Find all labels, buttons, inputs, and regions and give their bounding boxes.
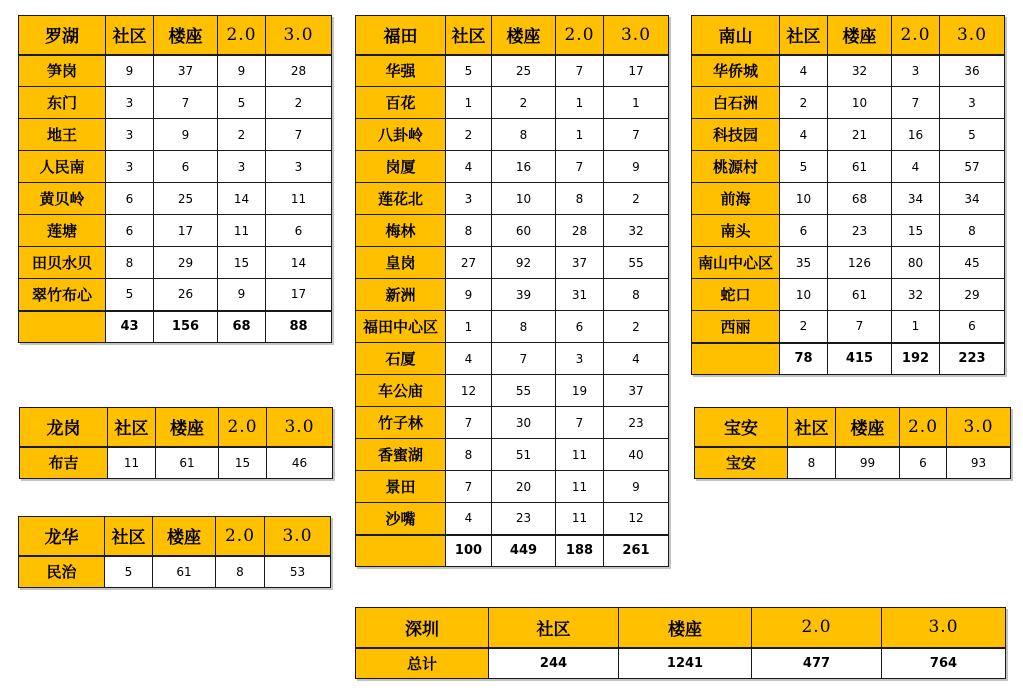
v3-count: 37	[604, 375, 669, 407]
community-count: 1	[446, 311, 492, 343]
building-count: 10	[492, 183, 556, 215]
building-count: 39	[492, 279, 556, 311]
community-count: 2	[446, 119, 492, 151]
col-header-community: 社区	[780, 16, 828, 55]
v3-count: 53	[265, 556, 331, 588]
v2-count: 11	[556, 471, 604, 503]
table-row	[692, 247, 1005, 279]
col-header-v3: 3.0	[604, 16, 669, 55]
community-name: 莲塘	[19, 215, 106, 247]
community-name: 宝安	[695, 447, 788, 479]
community-name: 人民南	[19, 151, 106, 183]
col-header-building: 楼座	[156, 408, 219, 447]
v3-count: 57	[940, 151, 1005, 183]
v2-count: 1	[556, 87, 604, 119]
community-count: 4	[446, 503, 492, 535]
table-row	[356, 55, 669, 87]
community-name: 黄贝岭	[19, 183, 106, 215]
v3-count: 7	[266, 119, 332, 151]
building-count: 55	[492, 375, 556, 407]
community-count: 9	[446, 279, 492, 311]
building-count: 51	[492, 439, 556, 471]
v2-count: 6	[556, 311, 604, 343]
community-name: 地王	[19, 119, 106, 151]
col-header-community: 社区	[788, 408, 836, 447]
v3-count: 8	[940, 215, 1005, 247]
community-count: 3	[446, 183, 492, 215]
table-row	[356, 375, 669, 407]
subtotal-v3-count: 223	[940, 343, 1005, 375]
community-name: 皇岗	[356, 247, 446, 279]
table-row	[356, 279, 669, 311]
building-count: 6	[154, 151, 218, 183]
v2-count: 6	[900, 447, 947, 479]
building-count: 7	[828, 311, 892, 343]
col-header-community: 社区	[105, 517, 153, 556]
community-count: 8	[446, 439, 492, 471]
v2-count: 15	[892, 215, 940, 247]
table-row	[692, 215, 1005, 247]
subtotal-community-count: 43	[106, 311, 154, 343]
community-name: 八卦岭	[356, 119, 446, 151]
community-count: 2	[780, 87, 828, 119]
table-row	[692, 119, 1005, 151]
subtotal-label-cell	[19, 311, 106, 343]
community-name: 福田中心区	[356, 311, 446, 343]
community-name: 百花	[356, 87, 446, 119]
building-count: 8	[492, 119, 556, 151]
col-header-community: 社区	[106, 16, 154, 55]
v2-count: 3	[218, 151, 266, 183]
community-count: 1	[446, 87, 492, 119]
community-name: 白石洲	[692, 87, 780, 119]
district-table-luohu	[18, 15, 332, 343]
col-header-v2: 2.0	[752, 608, 882, 648]
v2-count: 80	[892, 247, 940, 279]
building-count: 25	[492, 55, 556, 87]
building-count: 2	[492, 87, 556, 119]
v2-count: 2	[218, 119, 266, 151]
community-count: 3	[106, 119, 154, 151]
subtotal-label-cell	[692, 343, 780, 375]
building-count: 7	[154, 87, 218, 119]
v3-count: 28	[266, 55, 332, 87]
district-name-shenzhen: 深圳	[356, 608, 489, 648]
table-row	[20, 447, 333, 479]
community-name: 布吉	[20, 447, 108, 479]
community-count: 6	[106, 215, 154, 247]
community-count: 3	[106, 151, 154, 183]
col-header-v3: 3.0	[265, 517, 331, 556]
table-row	[19, 183, 332, 215]
community-count: 3	[106, 87, 154, 119]
building-count: 99	[836, 447, 900, 479]
shenzhen-total-table	[355, 607, 1006, 679]
district-name-nanshan: 南山	[692, 16, 780, 55]
building-count: 23	[828, 215, 892, 247]
table-row	[19, 151, 332, 183]
table-row	[19, 247, 332, 279]
col-header-building: 楼座	[619, 608, 752, 648]
v2-count: 7	[556, 55, 604, 87]
table-row	[356, 183, 669, 215]
v2-count: 8	[556, 183, 604, 215]
building-count: 20	[492, 471, 556, 503]
header-row	[20, 408, 333, 447]
header-row	[356, 16, 669, 55]
community-count: 9	[106, 55, 154, 87]
col-header-building: 楼座	[153, 517, 216, 556]
v2-count: 14	[218, 183, 266, 215]
community-count: 7	[446, 471, 492, 503]
building-count: 30	[492, 407, 556, 439]
v2-count: 19	[556, 375, 604, 407]
subtotal-community-count: 78	[780, 343, 828, 375]
community-name: 东门	[19, 87, 106, 119]
subtotal-building-count: 415	[828, 343, 892, 375]
district-name-longgang: 龙岗	[20, 408, 108, 447]
community-name: 新洲	[356, 279, 446, 311]
v3-count: 34	[940, 183, 1005, 215]
building-count: 126	[828, 247, 892, 279]
subtotal-building-count: 449	[492, 535, 556, 567]
subtotal-community-count: 100	[446, 535, 492, 567]
header-row	[692, 16, 1005, 55]
col-header-community: 社区	[446, 16, 492, 55]
v3-count: 46	[267, 447, 333, 479]
table-row	[356, 87, 669, 119]
community-name: 西丽	[692, 311, 780, 343]
table-row	[356, 151, 669, 183]
col-header-v3: 3.0	[266, 16, 332, 55]
subtotal-v3-count: 88	[266, 311, 332, 343]
subtotal-v2-count: 192	[892, 343, 940, 375]
header-row	[19, 517, 331, 556]
v3-count: 14	[266, 247, 332, 279]
subtotal-v3-count: 261	[604, 535, 669, 567]
v3-count: 2	[604, 311, 669, 343]
community-count: 27	[446, 247, 492, 279]
district-table-baoan	[694, 407, 1011, 479]
building-count: 68	[828, 183, 892, 215]
v3-count: 6	[266, 215, 332, 247]
district-table-futian	[355, 15, 669, 567]
community-name: 石厦	[356, 343, 446, 375]
total-v2: 477	[752, 648, 882, 679]
building-count: 10	[828, 87, 892, 119]
col-header-v3: 3.0	[267, 408, 333, 447]
header-row	[695, 408, 1011, 447]
table-row	[356, 471, 669, 503]
table-row	[692, 311, 1005, 343]
table-row	[356, 503, 669, 535]
community-count: 4	[446, 151, 492, 183]
community-name: 翠竹布心	[19, 279, 106, 311]
community-count: 5	[106, 279, 154, 311]
v2-count: 7	[556, 151, 604, 183]
v2-count: 7	[556, 407, 604, 439]
col-header-community: 社区	[108, 408, 156, 447]
v3-count: 23	[604, 407, 669, 439]
v2-count: 5	[218, 87, 266, 119]
community-count: 7	[446, 407, 492, 439]
building-count: 61	[828, 279, 892, 311]
v2-count: 15	[218, 247, 266, 279]
subtotal-label-cell	[356, 535, 446, 567]
table-row	[19, 119, 332, 151]
community-name: 蛇口	[692, 279, 780, 311]
table-row	[356, 407, 669, 439]
district-name-futian: 福田	[356, 16, 446, 55]
community-count: 4	[446, 343, 492, 375]
v2-count: 11	[218, 215, 266, 247]
col-header-v3: 3.0	[947, 408, 1011, 447]
v2-count: 16	[892, 119, 940, 151]
v2-count: 1	[556, 119, 604, 151]
district-table-nanshan	[691, 15, 1005, 375]
v3-count: 1	[604, 87, 669, 119]
building-count: 61	[828, 151, 892, 183]
community-count: 11	[108, 447, 156, 479]
table-row	[692, 87, 1005, 119]
community-name: 车公庙	[356, 375, 446, 407]
v3-count: 29	[940, 279, 1005, 311]
table-row	[356, 247, 669, 279]
v3-count: 5	[940, 119, 1005, 151]
table-row	[695, 447, 1011, 479]
table-row	[356, 311, 669, 343]
v2-count: 11	[556, 439, 604, 471]
v2-count: 37	[556, 247, 604, 279]
community-name: 科技园	[692, 119, 780, 151]
building-count: 16	[492, 151, 556, 183]
table-row	[356, 439, 669, 471]
community-count: 8	[106, 247, 154, 279]
table-row	[692, 151, 1005, 183]
building-count: 37	[154, 55, 218, 87]
community-name: 民治	[19, 556, 105, 588]
community-name: 前海	[692, 183, 780, 215]
building-count: 60	[492, 215, 556, 247]
v2-count: 15	[219, 447, 267, 479]
header-row	[19, 16, 332, 55]
v3-count: 6	[940, 311, 1005, 343]
community-name: 华侨城	[692, 55, 780, 87]
community-name: 梅林	[356, 215, 446, 247]
district-name-luohu: 罗湖	[19, 16, 106, 55]
community-count: 12	[446, 375, 492, 407]
community-name: 南山中心区	[692, 247, 780, 279]
community-count: 10	[780, 279, 828, 311]
table-row	[356, 119, 669, 151]
subtotal-row	[356, 535, 669, 567]
v3-count: 3	[266, 151, 332, 183]
v3-count: 2	[604, 183, 669, 215]
col-header-v2: 2.0	[892, 16, 940, 55]
community-name: 竹子林	[356, 407, 446, 439]
v3-count: 55	[604, 247, 669, 279]
v2-count: 9	[218, 279, 266, 311]
subtotal-row	[19, 311, 332, 343]
community-count: 5	[780, 151, 828, 183]
table-row	[19, 55, 332, 87]
building-count: 7	[492, 343, 556, 375]
col-header-building: 楼座	[154, 16, 218, 55]
community-count: 4	[780, 119, 828, 151]
community-name: 景田	[356, 471, 446, 503]
building-count: 92	[492, 247, 556, 279]
col-header-v3: 3.0	[882, 608, 1006, 648]
table-row	[19, 279, 332, 311]
table-row	[19, 215, 332, 247]
v2-count: 9	[218, 55, 266, 87]
v3-count: 8	[604, 279, 669, 311]
v2-count: 32	[892, 279, 940, 311]
v3-count: 36	[940, 55, 1005, 87]
community-count: 6	[780, 215, 828, 247]
community-name: 华强	[356, 55, 446, 87]
community-count: 6	[106, 183, 154, 215]
community-count: 5	[105, 556, 153, 588]
v3-count: 12	[604, 503, 669, 535]
v3-count: 45	[940, 247, 1005, 279]
building-count: 8	[492, 311, 556, 343]
community-count: 8	[788, 447, 836, 479]
table-row	[356, 215, 669, 247]
community-count: 2	[780, 311, 828, 343]
community-count: 5	[446, 55, 492, 87]
col-header-v2: 2.0	[556, 16, 604, 55]
community-name: 香蜜湖	[356, 439, 446, 471]
total-row	[356, 648, 1006, 679]
v3-count: 93	[947, 447, 1011, 479]
district-table-longgang	[19, 407, 333, 479]
v3-count: 32	[604, 215, 669, 247]
v2-count: 4	[892, 151, 940, 183]
col-header-community: 社区	[489, 608, 619, 648]
col-header-building: 楼座	[828, 16, 892, 55]
col-header-v2: 2.0	[216, 517, 265, 556]
community-count: 4	[780, 55, 828, 87]
table-row	[356, 343, 669, 375]
building-count: 61	[156, 447, 219, 479]
table-row	[692, 279, 1005, 311]
community-count: 10	[780, 183, 828, 215]
v2-count: 8	[216, 556, 265, 588]
table-row	[692, 183, 1005, 215]
header-row	[356, 608, 1006, 648]
district-name-baoan: 宝安	[695, 408, 788, 447]
building-count: 25	[154, 183, 218, 215]
v3-count: 17	[266, 279, 332, 311]
v3-count: 2	[266, 87, 332, 119]
v3-count: 9	[604, 151, 669, 183]
building-count: 32	[828, 55, 892, 87]
subtotal-building-count: 156	[154, 311, 218, 343]
v2-count: 31	[556, 279, 604, 311]
v3-count: 4	[604, 343, 669, 375]
col-header-v2: 2.0	[219, 408, 267, 447]
community-name: 桃源村	[692, 151, 780, 183]
v3-count: 3	[940, 87, 1005, 119]
building-count: 26	[154, 279, 218, 311]
col-header-v3: 3.0	[940, 16, 1005, 55]
v3-count: 9	[604, 471, 669, 503]
district-table-longhua	[18, 516, 331, 588]
total-label: 总计	[356, 648, 489, 679]
building-count: 29	[154, 247, 218, 279]
table-row	[19, 87, 332, 119]
building-count: 17	[154, 215, 218, 247]
v2-count: 3	[556, 343, 604, 375]
building-count: 61	[153, 556, 216, 588]
community-count: 35	[780, 247, 828, 279]
community-name: 莲花北	[356, 183, 446, 215]
table-row	[19, 556, 331, 588]
v3-count: 11	[266, 183, 332, 215]
community-name: 笋岗	[19, 55, 106, 87]
col-header-v2: 2.0	[900, 408, 947, 447]
community-name: 岗厦	[356, 151, 446, 183]
v3-count: 7	[604, 119, 669, 151]
building-count: 23	[492, 503, 556, 535]
v2-count: 7	[892, 87, 940, 119]
community-name: 南头	[692, 215, 780, 247]
v2-count: 34	[892, 183, 940, 215]
v2-count: 11	[556, 503, 604, 535]
v3-count: 40	[604, 439, 669, 471]
total-community: 244	[489, 648, 619, 679]
table-row	[692, 55, 1005, 87]
building-count: 9	[154, 119, 218, 151]
district-name-longhua: 龙华	[19, 517, 105, 556]
total-building: 1241	[619, 648, 752, 679]
v2-count: 28	[556, 215, 604, 247]
community-count: 8	[446, 215, 492, 247]
community-name: 田贝水贝	[19, 247, 106, 279]
col-header-building: 楼座	[492, 16, 556, 55]
v2-count: 3	[892, 55, 940, 87]
col-header-building: 楼座	[836, 408, 900, 447]
community-name: 沙嘴	[356, 503, 446, 535]
total-v3: 764	[882, 648, 1006, 679]
v3-count: 17	[604, 55, 669, 87]
building-count: 21	[828, 119, 892, 151]
subtotal-v2-count: 188	[556, 535, 604, 567]
subtotal-row	[692, 343, 1005, 375]
col-header-v2: 2.0	[218, 16, 266, 55]
subtotal-v2-count: 68	[218, 311, 266, 343]
v2-count: 1	[892, 311, 940, 343]
